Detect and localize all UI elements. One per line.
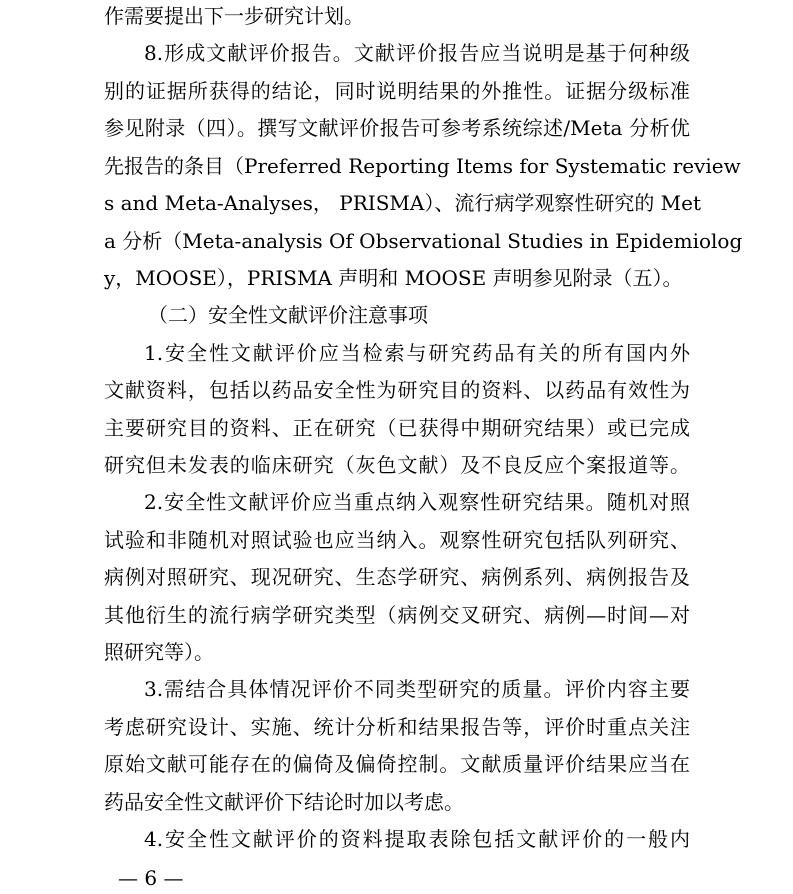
text-line: 考虑研究设计、实施、统计分析和结果报告等，评价时重点关注 xyxy=(104,715,690,739)
text-line: 主要研究目的资料、正在研究（已获得中期研究结果）或已完成 xyxy=(104,416,690,440)
text-line: 照研究等）。 xyxy=(104,640,214,664)
text-line: 参见附录（四）。撰写文献评价报告可参考系统综述/Meta 分析优 xyxy=(104,116,690,140)
page-number: — 6 — xyxy=(118,866,184,890)
text-line: 试验和非随机对照试验也应当纳入。观察性研究包括队列研究、 xyxy=(104,528,690,552)
text-line: 3.需结合具体情况评价不同类型研究的质量。评价内容主要 xyxy=(144,677,690,701)
text-line: 8.形成文献评价报告。文献评价报告应当说明是基于何种级 xyxy=(144,41,690,65)
text-line: 文献资料，包括以药品安全性为研究目的资料、以药品有效性为 xyxy=(104,378,690,402)
text-line: s and Meta-Analyses， PRISMA）、流行病学观察性研究的 Met xyxy=(104,191,702,215)
text-line: 病例对照研究、现况研究、生态学研究、病例系列、病例报告及 xyxy=(104,565,690,589)
text-line: 原始文献可能存在的偏倚及偏倚控制。文献质量评价结果应当在 xyxy=(104,752,690,776)
text-line: 其他衍生的流行病学研究类型（病例交叉研究、病例—时间—对 xyxy=(104,603,690,627)
text-line: y，MOOSE），PRISMA 声明和 MOOSE 声明参见附录（五）。 xyxy=(104,266,683,290)
text-line: 研究但未发表的临床研究（灰色文献）及不良反应个案报道等。 xyxy=(104,453,690,477)
text-line: 药品安全性文献评价下结论时加以考虑。 xyxy=(104,790,464,814)
text-line: 4.安全性文献评价的资料提取表除包括文献评价的一般内 xyxy=(144,827,690,851)
text-line: 先报告的条目（Preferred Reporting Items for Systematic review xyxy=(104,154,741,178)
text-line: 别的证据所获得的结论，同时说明结果的外推性。证据分级标准 xyxy=(104,79,690,103)
text-line: 1.安全性文献评价应当检索与研究药品有关的所有国内外 xyxy=(144,341,690,365)
text-line: 2.安全性文献评价应当重点纳入观察性研究结果。随机对照 xyxy=(144,490,690,514)
section-heading: （二）安全性文献评价注意事项 xyxy=(148,303,428,327)
text-line: 作需要提出下一步研究计划。 xyxy=(104,4,364,28)
text-line: a 分析（Meta-analysis Of Observational Studies in Epidemiolog xyxy=(104,229,743,253)
